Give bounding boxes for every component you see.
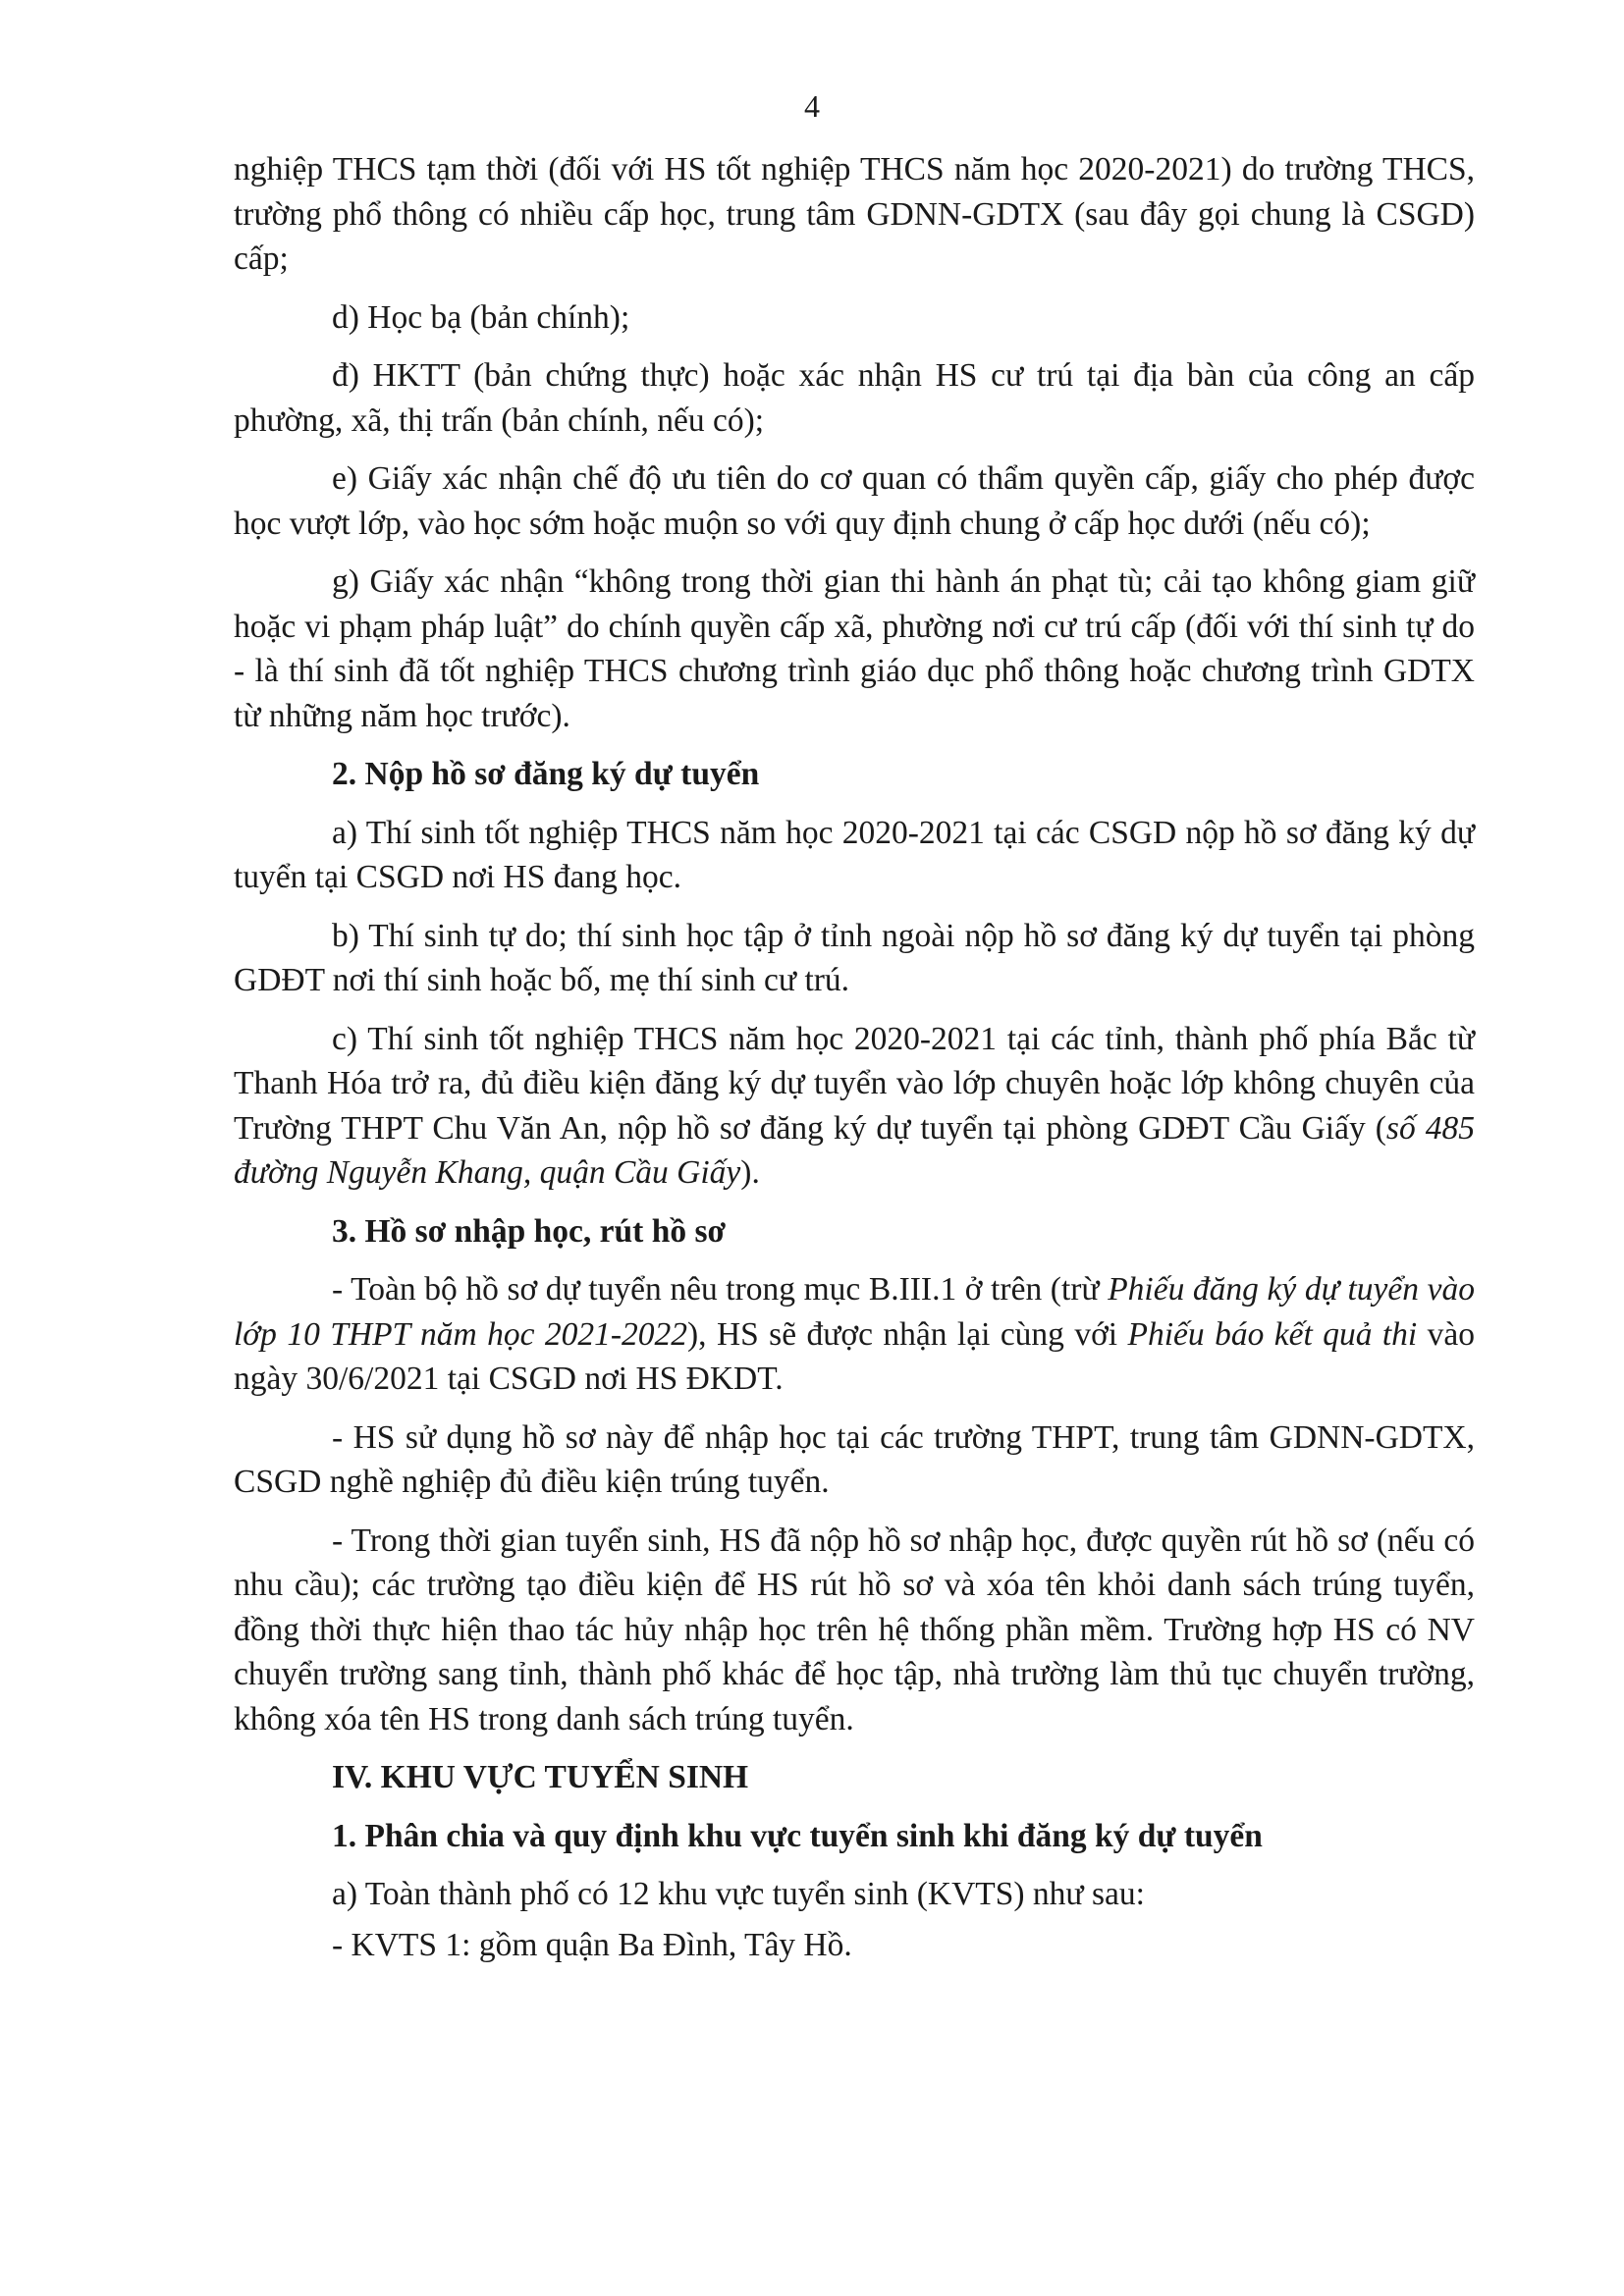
paragraph-item-a: a) Thí sinh tốt nghiệp THCS năm học 2020-2021 tại các CSGD nộp hồ sơ đăng ký dự tuyển tại CSGD nơi HS đang học. <box>234 814 1475 895</box>
address-italic: số 485 đường Nguyễn Khang, quận Cầu Giấy <box>234 1109 1475 1191</box>
paragraph-item-d: d) Học bạ (bản chính); <box>332 298 630 336</box>
section-heading-2: 2. Nộp hồ sơ đăng ký dự tuyển <box>332 756 760 792</box>
subsection-heading-1: 1. Phân chia và quy định khu vực tuyển sinh khi đăng ký dự tuyển <box>332 1817 1263 1854</box>
result-slip-italic: Phiếu báo kết quả thi <box>1127 1315 1418 1353</box>
section-heading-iv: IV. KHU VỰC TUYỂN SINH <box>332 1759 749 1795</box>
text-run: - Toàn bộ hồ sơ dự tuyển nêu trong mục B.III.1 ở trên (trừ <box>332 1271 1109 1308</box>
paragraph-item-b: b) Thí sinh tự do; thí sinh học tập ở tỉnh ngoài nộp hồ sơ đăng ký dự tuyển tại phòng GDĐT nơi thí sinh hoặc bố, mẹ thí sinh cư trú. <box>234 917 1475 998</box>
page-number: 4 <box>804 88 820 124</box>
text-run: ), HS sẽ được nhận lại cùng với <box>687 1315 1128 1353</box>
section-heading-3: 3. Hồ sơ nhập học, rút hồ sơ <box>332 1212 727 1250</box>
document-body <box>234 147 1475 1981</box>
text-run: vào ngày 30/6/2021 tại CSGD nơi HS ĐKDT. <box>234 1315 1475 1397</box>
paragraph-item-g: g) Giấy xác nhận “không trong thời gian thi hành án phạt tù; cải tạo không giam giữ hoặc vi phạm pháp luật” do chính quyền cấp xã, phường nơi cư trú cấp (đối với thí sinh tự do - là thí sinh đã tốt nghiệp THCS chương trình giáo dục phổ thông hoặc chương trình GDTX từ những năm học trước). <box>234 563 1475 734</box>
form-title-italic: Phiếu đăng ký dự tuyển vào lớp 10 THPT năm học 2021-2022 <box>234 1271 1476 1353</box>
paragraph-item-e: e) Giấy xác nhận chế độ ưu tiên do cơ quan có thẩm quyền cấp, giấy cho phép được học vượt lớp, vào học sớm hoặc muộn so với quy định chung ở cấp học dưới (nếu có); <box>234 460 1475 542</box>
text-run: c) Thí sinh tốt nghiệp THCS năm học 2020-2021 tại các tỉnh, thành phố phía Bắc từ Thanh Hóa trở ra, đủ điều kiện đăng ký dự tuyển vào lớp chuyên hoặc lớp không chuyên của Trường THPT Chu Văn An, nộp hồ sơ đăng ký dự tuyển tại phòng GDĐT Cầu Giấy ( <box>234 1020 1475 1147</box>
paragraph-enrollment: - HS sử dụng hồ sơ này để nhập học tại các trường THPT, trung tâm GDNN-GDTX, CSGD nghề nghiệp đủ điều kiện trúng tuyển. <box>234 1418 1475 1500</box>
paragraph-continuation: nghiệp THCS tạm thời (đối với HS tốt nghiệp THCS năm học 2020-2021) do trường THCS, trường phổ thông có nhiều cấp học, trung tâm GDNN-GDTX (sau đây gọi chung là CSGD) cấp; <box>234 151 1475 277</box>
text-run: ). <box>740 1154 760 1191</box>
paragraph-kvts-1: - KVTS 1: gồm quận Ba Đình, Tây Hồ. <box>332 1926 852 1963</box>
paragraph-withdrawal: - Trong thời gian tuyển sinh, HS đã nộp hồ sơ nhập học, được quyền rút hồ sơ (nếu có nhu cầu); các trường tạo điều kiện để HS rút hồ sơ và xóa tên khỏi danh sách trúng tuyển, đồng thời thực hiện thao tác hủy nhập học trên hệ thống phần mềm. Trường hợp HS có NV chuyển trường sang tỉnh, thành phố khác để học tập, nhà trường làm thủ tục chuyển trường, không xóa tên HS trong danh sách trúng tuyển. <box>234 1522 1475 1737</box>
paragraph-kvts-intro: a) Toàn thành phố có 12 khu vực tuyển sinh (KVTS) như sau: <box>332 1876 1145 1912</box>
paragraph-item-dd: đ) HKTT (bản chứng thực) hoặc xác nhận HS cư trú tại địa bàn của công an cấp phường, xã, thị trấn (bản chính, nếu có); <box>234 357 1475 439</box>
paragraph-item-c <box>234 1017 1475 1196</box>
paragraph-dossier-return <box>234 1267 1475 1402</box>
